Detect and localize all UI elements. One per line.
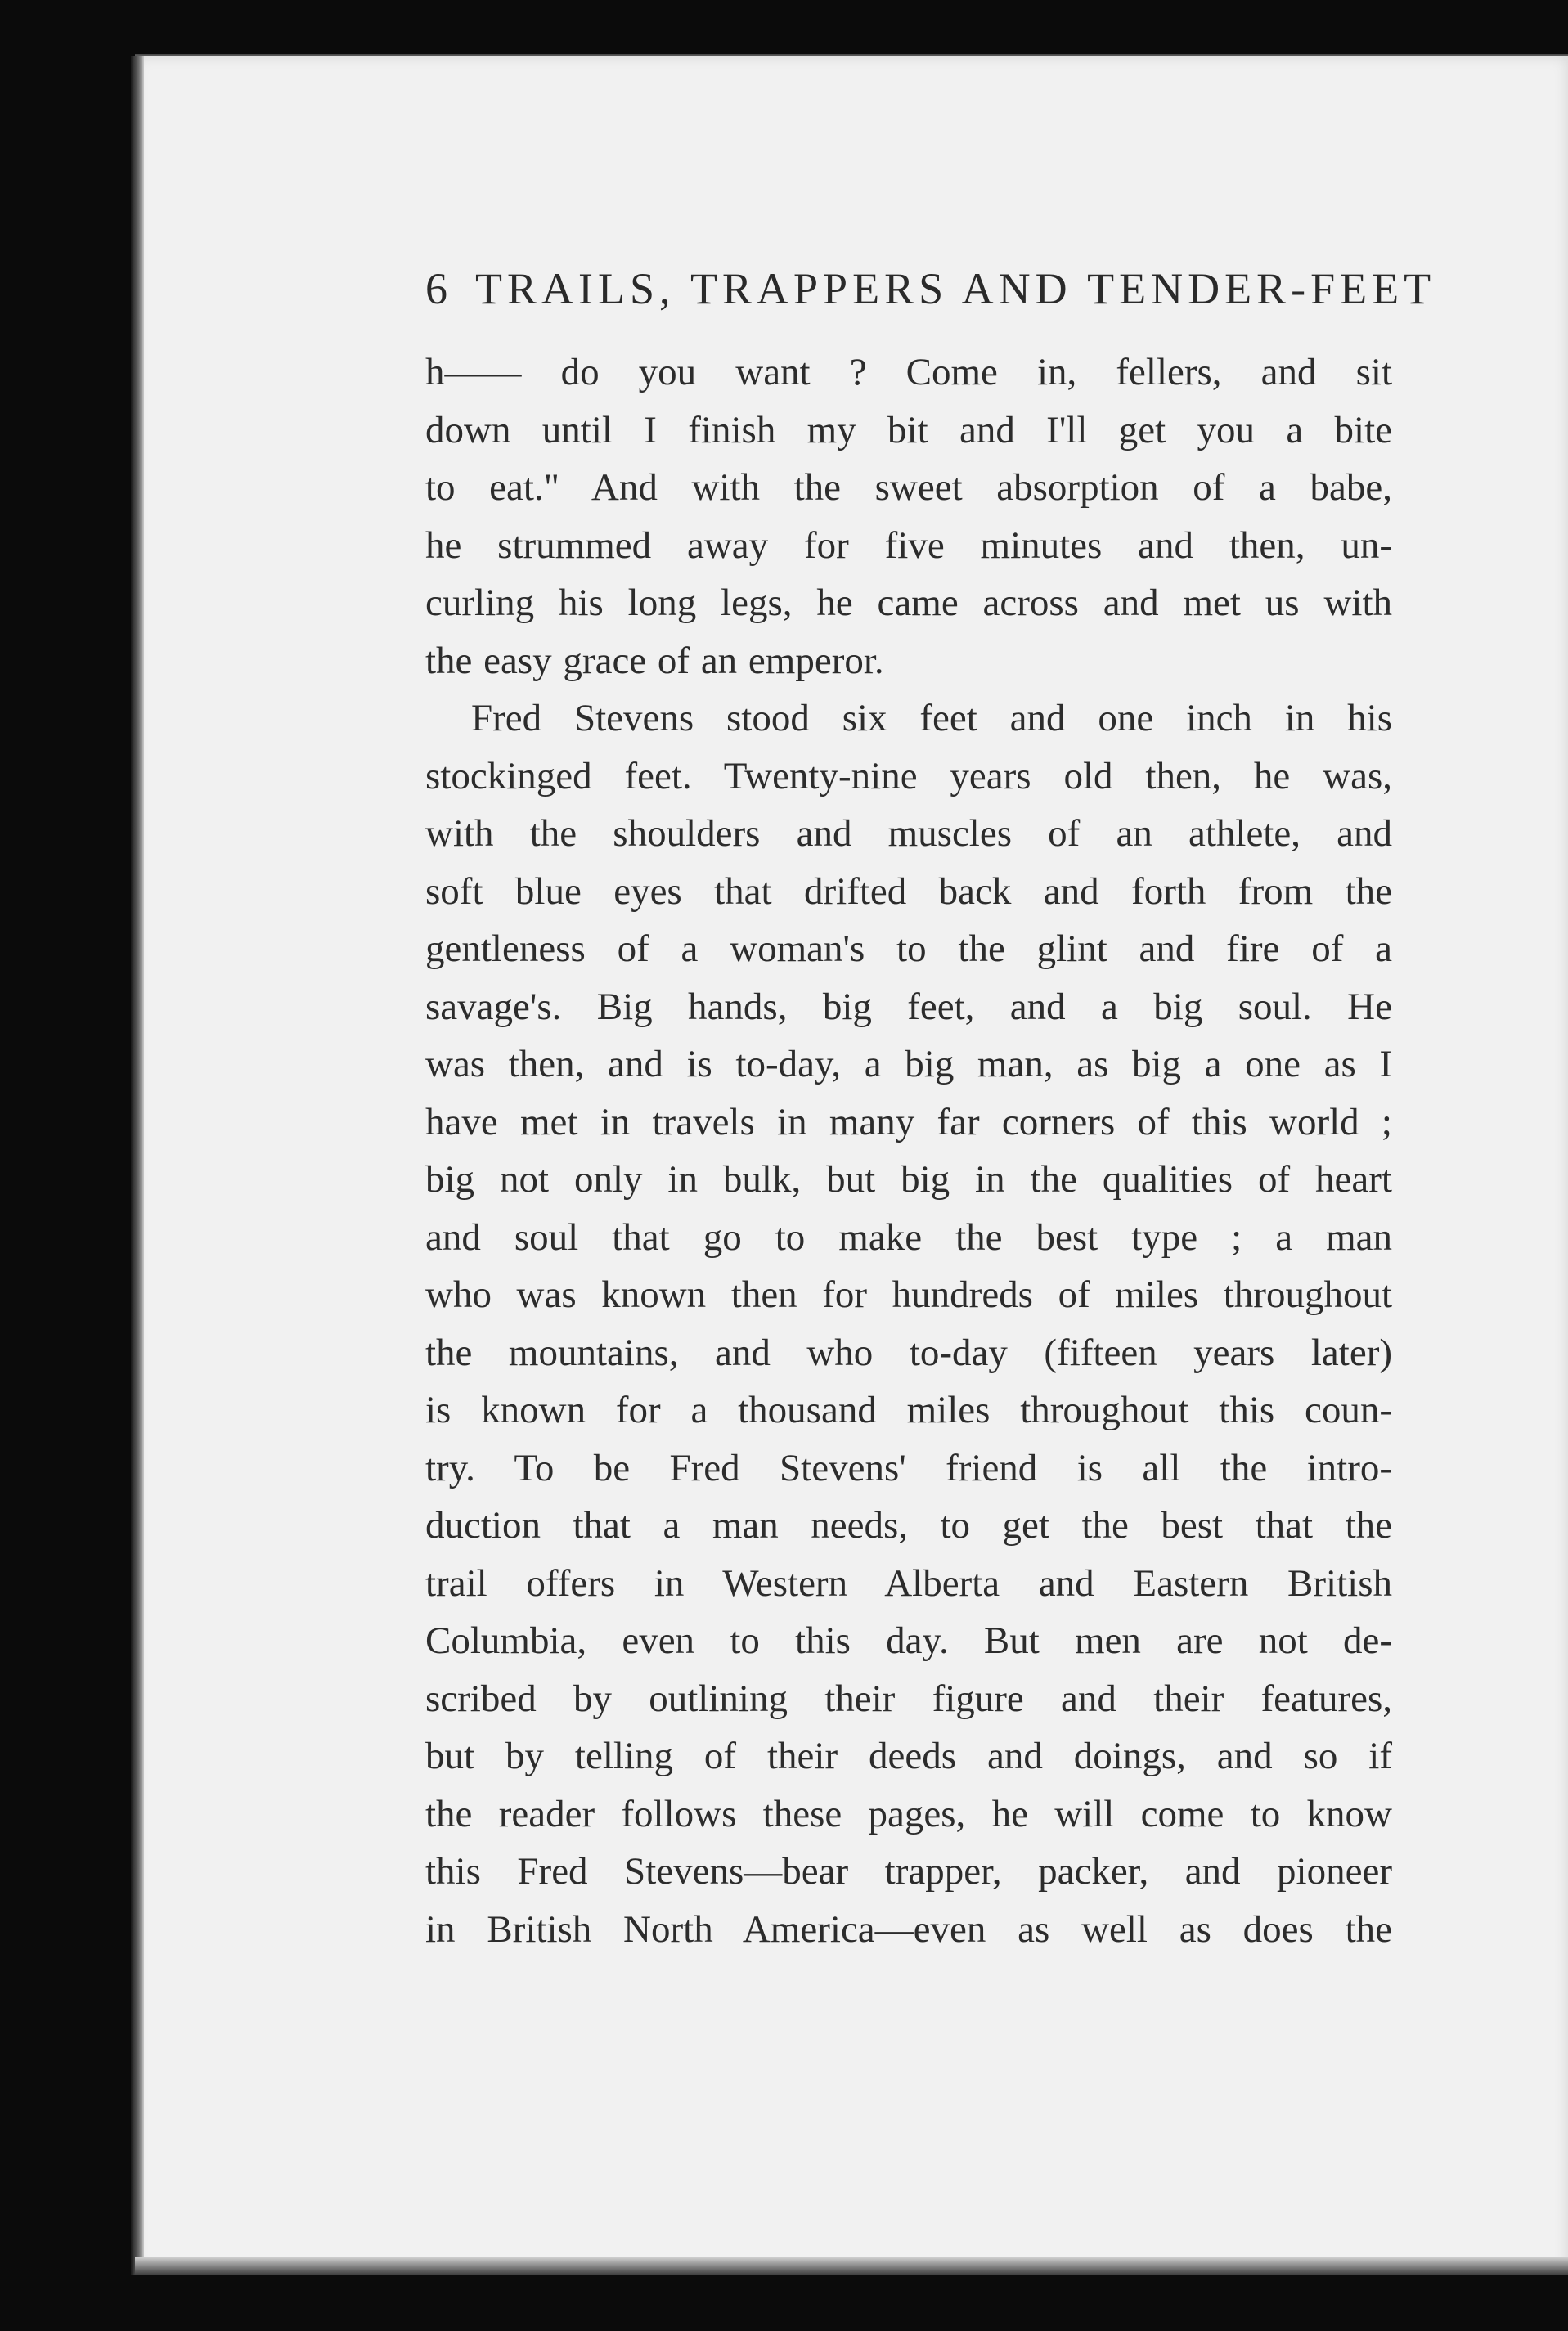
- text-line: Fred Stevens stood six feet and one inch in his: [471, 697, 1392, 739]
- text-line: the mountains, and who to-day (fifteen years later): [425, 1331, 1392, 1374]
- text-line: Columbia, even to this day. But men are not de-: [425, 1619, 1392, 1662]
- text-line: to eat." And with the sweet absorption of a babe,: [425, 466, 1392, 509]
- text-line: curling his long legs, he came across and met us with: [425, 582, 1392, 624]
- text-line: h—— do you want ? Come in, fellers, and sit: [425, 351, 1392, 393]
- text-line: scribed by outlining their figure and their features,: [425, 1677, 1392, 1720]
- text-line: duction that a man needs, to get the best that the: [425, 1504, 1392, 1547]
- text-line: big not only in bulk, but big in the qualities of heart: [425, 1158, 1392, 1201]
- page-number: 6: [425, 264, 452, 313]
- text-line: down until I finish my bit and I'll get you a bite: [425, 408, 1392, 451]
- text-line: was then, and is to-day, a big man, as big a one as I: [425, 1043, 1392, 1085]
- text-line: in British North America—even as well as does the: [425, 1907, 1392, 1951]
- text-line: he strummed away for five minutes and then, un-: [425, 523, 1392, 567]
- text-line: try. To be Fred Stevens' friend is all the intro-: [425, 1446, 1392, 1489]
- text-line: have met in travels in many far corners of this world ;: [425, 1100, 1392, 1143]
- text-line: and soul that go to make the best type ; a man: [425, 1215, 1392, 1259]
- body-text: [425, 344, 1392, 1958]
- text-line: trail offers in Western Alberta and Eastern British: [425, 1561, 1392, 1605]
- text-line: who was known then for hundreds of miles throughout: [425, 1273, 1392, 1316]
- text-line: the reader follows these pages, he will come to know: [425, 1792, 1392, 1835]
- page-edge-bottom: [135, 2257, 1568, 2275]
- text-line: but by telling of their deeds and doings, and so if: [425, 1735, 1392, 1777]
- text-line: this Fred Stevens—bear trapper, packer, and pioneer: [425, 1850, 1392, 1893]
- text-line: soft blue eyes that drifted back and forth from the: [425, 869, 1392, 913]
- text-line: is known for a thousand miles throughout this coun-: [425, 1389, 1392, 1431]
- text-line: savage's. Big hands, big feet, and a big soul. He: [425, 985, 1392, 1028]
- running-head: [425, 260, 1436, 317]
- running-head-title: TRAILS, TRAPPERS AND TENDER-FEET: [475, 264, 1436, 313]
- page-edge-left: [131, 56, 144, 2275]
- text-line: stockinged feet. Twenty-nine years old then, he was,: [425, 754, 1392, 797]
- text-line: gentleness of a woman's to the glint and fire of a: [425, 927, 1392, 970]
- text-line: with the shoulders and muscles of an athlete, and: [425, 812, 1392, 855]
- text-line: the easy grace of an emperor.: [425, 639, 884, 682]
